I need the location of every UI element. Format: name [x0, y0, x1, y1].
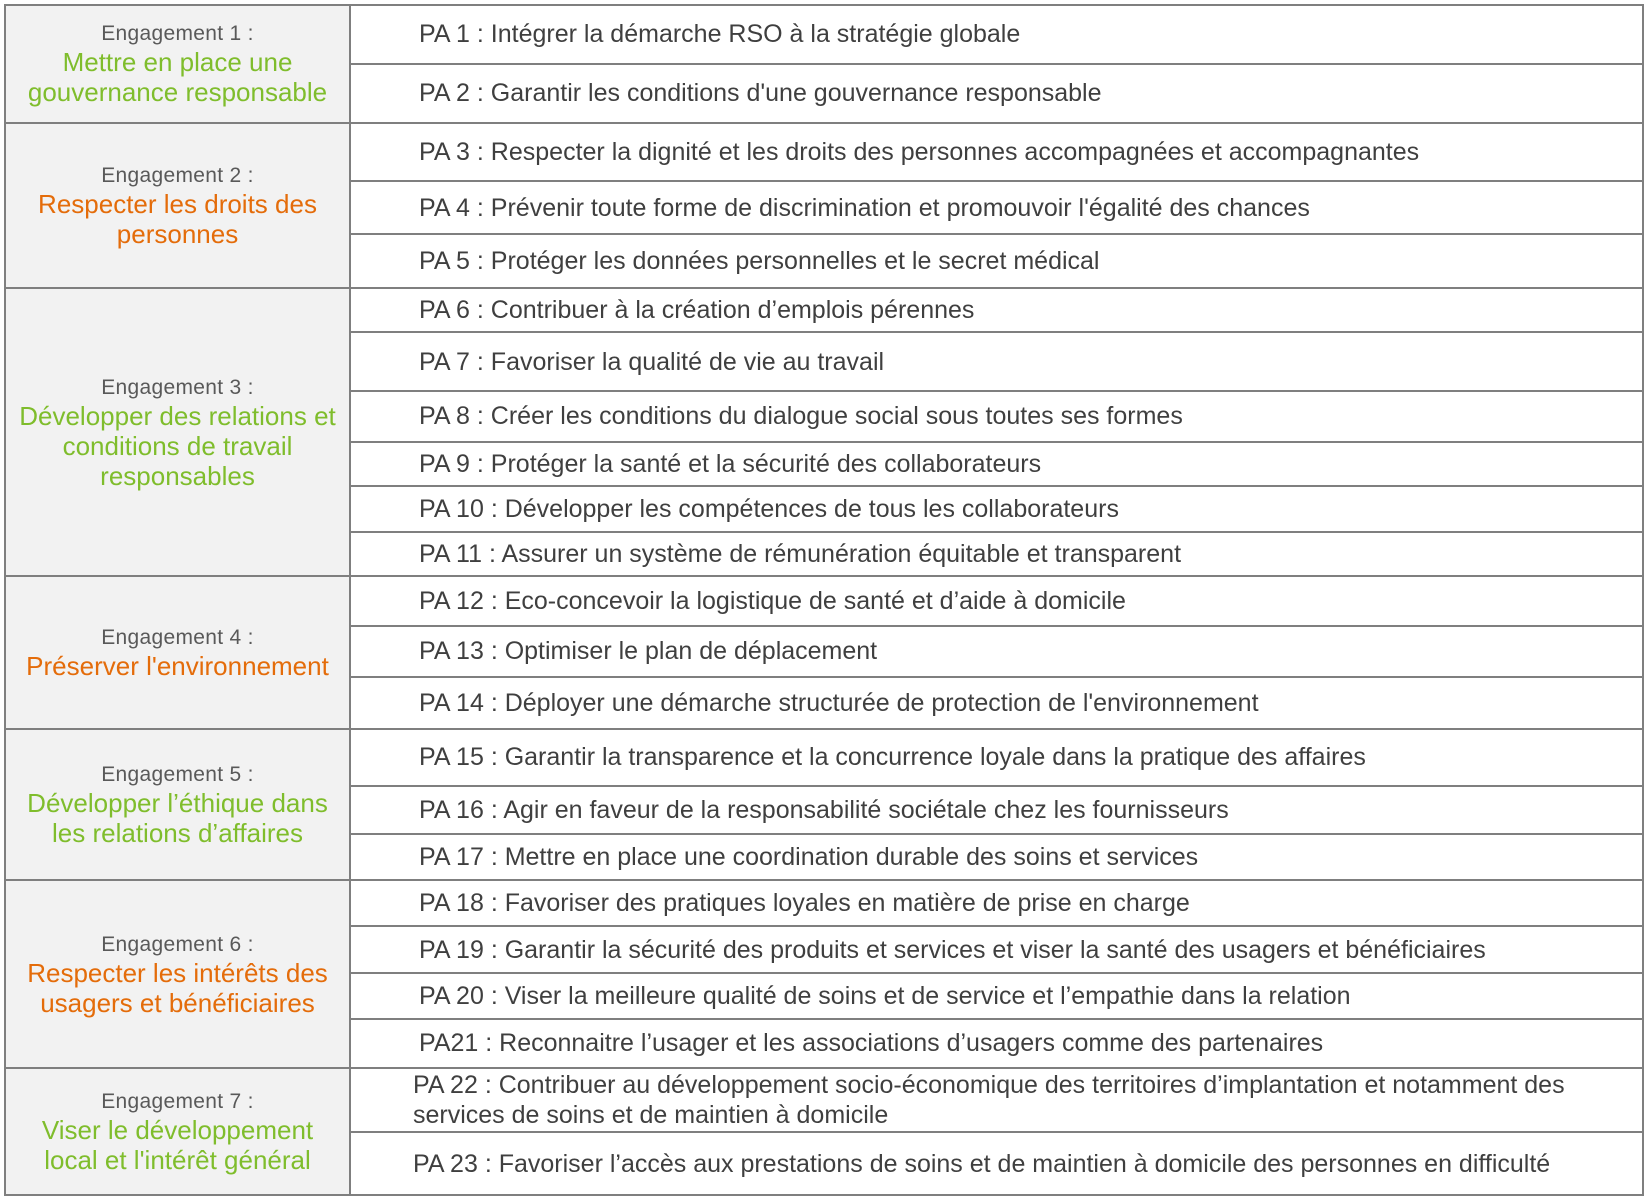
engagement-2-title: Respecter les droits des personnes [38, 188, 317, 249]
action-pa-15: PA 15 : Garantir la transparence et la concurrence loyale dans la pratique des affaires [351, 730, 1642, 787]
engagement-4-cell [6, 577, 351, 730]
action-pa-4: PA 4 : Prévenir toute forme de discrimination et promouvoir l'égalité des chances [351, 182, 1642, 234]
engagement-6-number: Engagement 6 : [101, 932, 254, 956]
engagement-6-title: Respecter les intérêts des usagers et bénéficiaires [27, 957, 328, 1018]
action-pa-19: PA 19 : Garantir la sécurité des produits et services et viser la santé des usagers et bénéficiaires [351, 927, 1642, 973]
engagement-4-title: Préserver l'environnement [26, 651, 329, 682]
engagement-5-cell [6, 730, 351, 881]
action-pa-2: PA 2 : Garantir les conditions d'une gouvernance responsable [351, 65, 1642, 124]
engagement-1-title: Mettre en place une gouvernance responsable [27, 47, 328, 108]
engagement-2-number: Engagement 2 : [101, 163, 254, 187]
engagement-7-cell [6, 1069, 351, 1194]
action-pa-21: PA21 : Reconnaitre l’usager et les associations d’usagers comme des partenaires [351, 1020, 1642, 1069]
action-pa-22: PA 22 : Contribuer au développement socio-économique des territoires d’implantation et notamment des services de soins et de maintien à domicile [351, 1069, 1642, 1133]
action-pa-20: PA 20 : Viser la meilleure qualité de soins et de service et l’empathie dans la relation [351, 974, 1642, 1020]
action-pa-17: PA 17 : Mettre en place une coordination durable des soins et services [351, 835, 1642, 881]
engagement-5-number: Engagement 5 : [101, 763, 254, 787]
engagement-5-title: Développer l’éthique dans les relations d’affaires [27, 788, 328, 849]
action-pa-12: PA 12 : Eco-concevoir la logistique de santé et d’aide à domicile [351, 577, 1642, 627]
action-pa-8: PA 8 : Créer les conditions du dialogue social sous toutes ses formes [351, 392, 1642, 442]
action-pa-10: PA 10 : Développer les compétences de tous les collaborateurs [351, 487, 1642, 533]
engagement-3-title: Développer des relations et conditions de travail responsables [19, 400, 336, 491]
engagement-4-number: Engagement 4 : [101, 626, 254, 650]
action-pa-18: PA 18 : Favoriser des pratiques loyales en matière de prise en charge [351, 881, 1642, 927]
engagement-6-cell [6, 881, 351, 1069]
engagement-7-number: Engagement 7 : [101, 1090, 254, 1114]
action-pa-3: PA 3 : Respecter la dignité et les droits des personnes accompagnées et accompagnantes [351, 124, 1642, 183]
action-pa-6: PA 6 : Contribuer à la création d’emplois pérennes [351, 289, 1642, 333]
action-pa-11: PA 11 : Assurer un système de rémunération équitable et transparent [351, 533, 1642, 577]
action-pa-7: PA 7 : Favoriser la qualité de vie au travail [351, 333, 1642, 392]
engagement-7-title: Viser le développement local et l'intérêt général [41, 1115, 314, 1176]
action-pa-14: PA 14 : Déployer une démarche structurée de protection de l'environnement [351, 678, 1642, 730]
engagement-3-cell [6, 289, 351, 577]
action-pa-5: PA 5 : Protéger les données personnelles et le secret médical [351, 235, 1642, 290]
engagement-2-cell [6, 124, 351, 290]
engagement-3-number: Engagement 3 : [101, 375, 254, 399]
engagements-table [4, 4, 1644, 1196]
action-pa-16: PA 16 : Agir en faveur de la responsabilité sociétale chez les fournisseurs [351, 787, 1642, 835]
action-pa-13: PA 13 : Optimiser le plan de déplacement [351, 627, 1642, 677]
engagement-1-cell [6, 6, 351, 124]
action-pa-1: PA 1 : Intégrer la démarche RSO à la stratégie globale [351, 6, 1642, 65]
engagement-1-number: Engagement 1 : [101, 22, 254, 46]
action-pa-23: PA 23 : Favoriser l’accès aux prestations de soins et de maintien à domicile des personnes en difficulté [413, 1149, 1551, 1178]
action-pa-9: PA 9 : Protéger la santé et la sécurité des collaborateurs [351, 443, 1642, 487]
